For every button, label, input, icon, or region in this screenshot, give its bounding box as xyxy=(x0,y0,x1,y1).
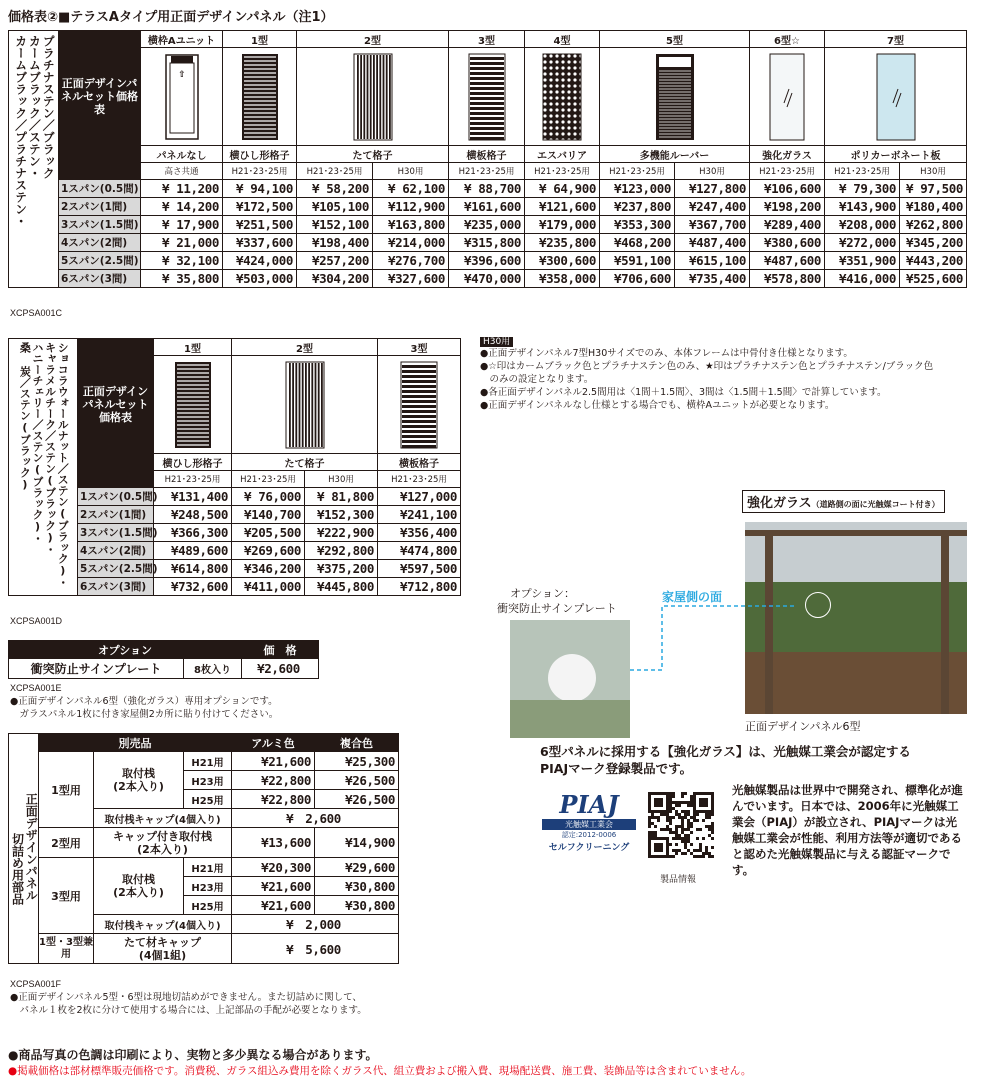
price-cell: ¥356,400 xyxy=(378,524,461,542)
price-cell: ¥ 2,600 xyxy=(232,809,399,828)
photo-caption: 正面デザインパネル6型 xyxy=(745,720,861,733)
price-cell: ¥ 11,200 xyxy=(141,180,223,198)
price-cell: ¥735,400 xyxy=(675,270,750,288)
price-cell: ¥152,300 xyxy=(305,506,378,524)
price-cell: ¥614,800 xyxy=(154,560,232,578)
price-cell: ¥591,100 xyxy=(600,252,675,270)
part-label: たて材キャップ (4個1組) xyxy=(94,934,232,964)
price-cell: ¥237,800 xyxy=(600,198,675,216)
height-label: H21･23･25用 xyxy=(750,163,825,180)
group-label: 2型用 xyxy=(39,828,94,858)
height-label: H25用 xyxy=(184,790,232,809)
panel-name: たて格子 xyxy=(297,146,449,163)
panel-image-type3 xyxy=(378,356,461,454)
price-cell: ¥487,600 xyxy=(750,252,825,270)
alu-header: アルミ色 xyxy=(232,734,315,752)
span-label: 3スパン(1.5間) xyxy=(59,216,141,234)
panel-image-type1 xyxy=(223,48,297,146)
panel-image-type2 xyxy=(232,356,378,454)
price-cell: ¥732,600 xyxy=(154,578,232,596)
price-cell: ¥ 35,800 xyxy=(141,270,223,288)
h30-tag: H30用 xyxy=(480,337,513,347)
col-type: 6型☆ xyxy=(750,31,825,48)
group-label: 1型用 xyxy=(39,752,94,828)
span-label: 1スパン(0.5間) xyxy=(59,180,141,198)
price-cell: ¥ 32,100 xyxy=(141,252,223,270)
price-cell: ¥289,400 xyxy=(750,216,825,234)
height-label: 高さ共通 xyxy=(141,163,223,180)
price-table-1 xyxy=(8,30,967,288)
h30-note-line: ●各正面デザインパネル2.5間用は〈1間＋1.5間〉、3間は〈1.5間＋1.5間〉で計算しています。 xyxy=(480,387,887,398)
price-cell: ¥106,600 xyxy=(750,180,825,198)
price-cell: ¥396,600 xyxy=(449,252,525,270)
qr-code-icon[interactable] xyxy=(648,792,714,858)
composite-header: 複合色 xyxy=(315,734,399,752)
table1-side-label-3: プラチナステン／ブラック xyxy=(41,35,56,179)
part-label: 取付桟キャップ(4個入り) xyxy=(94,809,232,828)
height-label: H21･23･25用 xyxy=(825,163,900,180)
price-cell: ¥ 64,900 xyxy=(525,180,600,198)
option-code: XCPSA001E xyxy=(10,683,62,693)
col-type: 3型 xyxy=(378,339,461,356)
price-cell: ¥358,000 xyxy=(525,270,600,288)
group-label: 3型用 xyxy=(39,858,94,934)
price-cell: ¥ 79,300 xyxy=(825,180,900,198)
table2-side-label-2: キャラメルチーク／ステン(ブラック)・ xyxy=(43,342,57,555)
height-label: H21･23･25用 xyxy=(449,163,525,180)
option-header: オプション xyxy=(9,641,242,659)
price-cell: ¥445,800 xyxy=(305,578,378,596)
price-cell: ¥489,600 xyxy=(154,542,232,560)
price-cell: ¥712,800 xyxy=(378,578,461,596)
page-title: 価格表②■テラスAタイプ用正面デザインパネル（注1） xyxy=(8,10,334,25)
height-label: H21･23･25用 xyxy=(297,163,373,180)
table2-side-label-4: 桑 炭／ステン(ブラック) xyxy=(18,342,32,491)
price-cell: ¥ 88,700 xyxy=(449,180,525,198)
parts-note: ●正面デザインパネル5型・6型は現地切詰めができません。また切詰めに関して、 xyxy=(10,992,362,1003)
price-cell: ¥578,800 xyxy=(750,270,825,288)
price-cell: ¥ 2,000 xyxy=(232,915,399,934)
glass-label-box xyxy=(742,490,945,513)
price-row xyxy=(9,198,967,216)
price-cell: ¥21,600 xyxy=(232,896,315,915)
option-label-2: 衝突防止サインプレート xyxy=(497,602,617,615)
price-cell: ¥525,600 xyxy=(900,270,967,288)
parts-vlabel-1: 正面デザインパネル xyxy=(24,792,39,901)
price-cell: ¥503,000 xyxy=(223,270,297,288)
height-label: H21･23･25用 xyxy=(600,163,675,180)
col-type: 5型 xyxy=(600,31,750,48)
table2-corner: 正面デザインパネルセット価格表 xyxy=(78,339,154,471)
panel-image-type4 xyxy=(525,48,600,146)
price-cell: ¥345,200 xyxy=(900,234,967,252)
price-cell: ¥179,000 xyxy=(525,216,600,234)
price-cell: ¥380,600 xyxy=(750,234,825,252)
span-label: 2スパン(1間) xyxy=(59,198,141,216)
price-cell: ¥ 97,500 xyxy=(900,180,967,198)
table2-side-label-1: ショコラウォールナット／ステン(ブラック)・ xyxy=(56,342,70,588)
price-cell: ¥ 94,100 xyxy=(223,180,297,198)
piaj-headline: 6型パネルに採用する【強化ガラス】は、光触媒工業会が認定する xyxy=(540,744,911,759)
price-cell: ¥ 76,000 xyxy=(232,488,305,506)
panel-image-type2 xyxy=(297,48,449,146)
house-side-label: 家屋側の面 xyxy=(662,590,723,604)
price-cell: ¥304,200 xyxy=(297,270,373,288)
panel-image-type6 xyxy=(750,48,825,146)
price-cell: ¥235,000 xyxy=(449,216,525,234)
price-cell: ¥ 62,100 xyxy=(373,180,449,198)
price-cell: ¥29,600 xyxy=(315,858,399,877)
price-cell: ¥248,500 xyxy=(154,506,232,524)
table1-corner: 正面デザインパネルセット価格表 xyxy=(59,31,141,163)
height-label: H21用 xyxy=(184,858,232,877)
panel-image-type7 xyxy=(825,48,967,146)
height-label: H21･23･25用 xyxy=(378,471,461,488)
piaj-logo-text: PIAJ xyxy=(559,790,619,819)
option-item: 衝突防止サインプレート xyxy=(9,659,184,679)
span-label: 1スパン(0.5間) xyxy=(78,488,154,506)
price-cell: ¥375,200 xyxy=(305,560,378,578)
glass-label: 強化ガラス xyxy=(747,496,812,511)
price-cell: ¥367,700 xyxy=(675,216,750,234)
col-type: 横枠Aユニット xyxy=(141,31,223,48)
svg-text:⇧: ⇧ xyxy=(177,69,186,80)
table2-code: XCPSA001D xyxy=(10,616,63,626)
price-row xyxy=(9,270,967,288)
h30-note-line: ●正面デザインパネル7型H30サイズでのみ、本体フレームは中骨付き仕様となります。 xyxy=(480,348,853,359)
span-label: 5スパン(2.5間) xyxy=(78,560,154,578)
price-cell: ¥346,200 xyxy=(232,560,305,578)
price-cell: ¥327,600 xyxy=(373,270,449,288)
panel-image-type1 xyxy=(154,356,232,454)
col-type: 4型 xyxy=(525,31,600,48)
part-label: 取付桟 (2本入り) xyxy=(94,752,184,809)
span-label: 3スパン(1.5間) xyxy=(78,524,154,542)
price-cell: ¥121,600 xyxy=(525,198,600,216)
h30-note-line: ●正面デザインパネルなし仕様とする場合でも、横枠Aユニットが必要となります。 xyxy=(480,400,835,411)
panel-name: 横板格子 xyxy=(378,454,461,471)
price-cell: ¥615,100 xyxy=(675,252,750,270)
price-cell: ¥131,400 xyxy=(154,488,232,506)
option-label: オプション： xyxy=(510,587,576,600)
span-label: 6スパン(3間) xyxy=(59,270,141,288)
price-cell: ¥21,600 xyxy=(232,752,315,771)
option-table xyxy=(8,640,319,679)
height-label: H30用 xyxy=(305,471,378,488)
panel-name: ポリカーボネート板 xyxy=(825,146,967,163)
price-cell: ¥30,800 xyxy=(315,877,399,896)
price-row xyxy=(9,234,967,252)
price-cell: ¥272,000 xyxy=(825,234,900,252)
panel-name: 横ひし形格子 xyxy=(223,146,297,163)
option-note: ガラスパネル1枚に付き家屋側2カ所に貼り付けてください。 xyxy=(10,709,279,720)
col-type: 2型 xyxy=(232,339,378,356)
price-cell: ¥235,800 xyxy=(525,234,600,252)
price-cell: ¥292,800 xyxy=(305,542,378,560)
span-label: 2スパン(1間) xyxy=(78,506,154,524)
price-cell: ¥257,200 xyxy=(297,252,373,270)
parts-note: パネル１枚を2枚に分けて使用する場合には、上記部品の手配が必要となります。 xyxy=(10,1005,367,1016)
group-label: 1型・3型兼 用 xyxy=(39,934,94,964)
height-label: H30用 xyxy=(373,163,449,180)
panel-name: パネルなし xyxy=(141,146,223,163)
price-cell: ¥30,800 xyxy=(315,896,399,915)
col-type: 1型 xyxy=(223,31,297,48)
height-label: H21･23･25用 xyxy=(223,163,297,180)
option-qty: 8枚入り xyxy=(184,659,242,679)
parts-header: 別売品 xyxy=(39,734,232,752)
glass-sub: （道路側の面に光触媒コート付き） xyxy=(811,500,940,509)
h30-notes xyxy=(480,334,975,412)
panel-name: 多機能ルーバー xyxy=(600,146,750,163)
price-row xyxy=(9,216,967,234)
price-cell: ¥247,400 xyxy=(675,198,750,216)
price-cell: ¥22,800 xyxy=(232,771,315,790)
h30-note-line: ●☆印はカームブラック色とプラチナステン色のみ、★印はプラチナステン色とプラチナステン/ブラック色 xyxy=(480,361,934,372)
price-cell: ¥251,500 xyxy=(223,216,297,234)
price-cell: ¥163,800 xyxy=(373,216,449,234)
price-cell: ¥416,000 xyxy=(825,270,900,288)
panel-name: 強化ガラス xyxy=(750,146,825,163)
price-cell: ¥180,400 xyxy=(900,198,967,216)
piaj-headline-2: PIAJマーク登録製品です。 xyxy=(540,761,693,776)
price-cell: ¥443,200 xyxy=(900,252,967,270)
price-cell: ¥161,600 xyxy=(449,198,525,216)
table1-side-label-1: カームブラック／プラチナステン・ xyxy=(13,35,28,227)
price-cell: ¥411,000 xyxy=(232,578,305,596)
piaj-logo-num: 認定:2012-0006 xyxy=(561,831,617,839)
price-cell: ¥208,000 xyxy=(825,216,900,234)
price-cell: ¥470,000 xyxy=(449,270,525,288)
price-cell: ¥597,500 xyxy=(378,560,461,578)
table1-code: XCPSA001C xyxy=(10,308,63,318)
piaj-body: 光触媒製品は世界中で開発され、標準化が進んでいます。日本では、2006年に光触媒工業会（PIAJ）が設立され、PIAJマークは光触媒工業会が性能、利用方法等が適切であると認めた光触媒製品に与える認証マークです。 xyxy=(732,783,963,877)
price-cell: ¥25,300 xyxy=(315,752,399,771)
height-label: H21･23･25用 xyxy=(154,471,232,488)
piaj-logo-sub: 光触媒工業会 xyxy=(542,819,636,830)
parts-code: XCPSA001F xyxy=(10,979,62,989)
price-cell: ¥13,600 xyxy=(232,828,315,858)
price-cell: ¥468,200 xyxy=(600,234,675,252)
price-cell: ¥300,600 xyxy=(525,252,600,270)
height-label: H23用 xyxy=(184,771,232,790)
price-row xyxy=(9,180,967,198)
price-cell: ¥424,000 xyxy=(223,252,297,270)
price-cell: ¥351,900 xyxy=(825,252,900,270)
price-cell: ¥ 5,600 xyxy=(232,934,399,964)
price-cell: ¥487,400 xyxy=(675,234,750,252)
span-label: 6スパン(3間) xyxy=(78,578,154,596)
panel-image-type3 xyxy=(449,48,525,146)
price-cell: ¥241,100 xyxy=(378,506,461,524)
price-row xyxy=(9,252,967,270)
price-cell: ¥20,300 xyxy=(232,858,315,877)
part-label: 取付桟 (2本入り) xyxy=(94,858,184,915)
price-table-2 xyxy=(8,338,461,596)
price-cell: ¥276,700 xyxy=(373,252,449,270)
span-label: 4スパン(2間) xyxy=(78,542,154,560)
price-cell: ¥214,000 xyxy=(373,234,449,252)
price-cell: ¥152,100 xyxy=(297,216,373,234)
table1-side-label-2: カームブラック／ステン・ xyxy=(27,35,42,179)
option-price: ¥2,600 xyxy=(242,659,319,679)
panel-name: 横ひし形格子 xyxy=(154,454,232,471)
panel-name: エスバリア xyxy=(525,146,600,163)
price-cell: ¥172,500 xyxy=(223,198,297,216)
panel-name: 横板格子 xyxy=(449,146,525,163)
price-cell: ¥474,800 xyxy=(378,542,461,560)
price-cell: ¥127,000 xyxy=(378,488,461,506)
price-cell: ¥26,500 xyxy=(315,790,399,809)
price-cell: ¥262,800 xyxy=(900,216,967,234)
height-label: H21･23･25用 xyxy=(232,471,305,488)
span-label: 5スパン(2.5間) xyxy=(59,252,141,270)
price-cell: ¥21,600 xyxy=(232,877,315,896)
price-cell: ¥ 58,200 xyxy=(297,180,373,198)
price-cell: ¥315,800 xyxy=(449,234,525,252)
price-cell: ¥22,800 xyxy=(232,790,315,809)
footer-note-2: ●掲載価格は部材標準販売価格です。消費税、ガラス組込み費用を除くガラス代、組立費および搬入費、現場配送費、施工費、装飾品等は含まれていません。 xyxy=(8,1065,752,1077)
option-note: ●正面デザインパネル6型（強化ガラス）専用オプションです。 xyxy=(10,696,278,707)
parts-vlabel-2: 切詰め用部品 xyxy=(10,832,25,905)
price-cell: ¥ 21,000 xyxy=(141,234,223,252)
price-cell: ¥269,600 xyxy=(232,542,305,560)
footer-note-1: ●商品写真の色調は印刷により、実物と多少異なる場合があります。 xyxy=(8,1048,378,1062)
col-type: 2型 xyxy=(297,31,449,48)
price-cell: ¥198,200 xyxy=(750,198,825,216)
part-label: キャップ付き取付桟 (2本入り) xyxy=(94,828,232,858)
span-label: 4スパン(2間) xyxy=(59,234,141,252)
price-cell: ¥366,300 xyxy=(154,524,232,542)
height-label: H30用 xyxy=(675,163,750,180)
price-cell: ¥353,300 xyxy=(600,216,675,234)
price-cell: ¥337,600 xyxy=(223,234,297,252)
parts-table xyxy=(8,733,399,964)
part-label: 取付桟キャップ(4個入り) xyxy=(94,915,232,934)
qr-caption: 製品情報 xyxy=(660,875,697,885)
height-label: H30用 xyxy=(900,163,967,180)
price-cell: ¥198,400 xyxy=(297,234,373,252)
price-cell: ¥222,900 xyxy=(305,524,378,542)
price-cell: ¥205,500 xyxy=(232,524,305,542)
piaj-logo-caption: セルフクリーニング xyxy=(548,843,630,853)
price-cell: ¥123,000 xyxy=(600,180,675,198)
price-cell: ¥26,500 xyxy=(315,771,399,790)
price-cell: ¥14,900 xyxy=(315,828,399,858)
col-type: 3型 xyxy=(449,31,525,48)
table2-side-label-3: ハニーチェリー／ステン(ブラック)・ xyxy=(31,342,44,544)
leader-line xyxy=(630,598,800,678)
price-cell: ¥ 14,200 xyxy=(141,198,223,216)
col-type: 7型 xyxy=(825,31,967,48)
price-cell: ¥143,900 xyxy=(825,198,900,216)
panel-image-unit xyxy=(141,48,223,146)
height-label: H21用 xyxy=(184,752,232,771)
piaj-logo xyxy=(542,790,636,853)
price-header: 価 格 xyxy=(242,641,319,659)
price-cell: ¥706,600 xyxy=(600,270,675,288)
price-cell: ¥ 81,800 xyxy=(305,488,378,506)
height-label: H21･23･25用 xyxy=(525,163,600,180)
price-cell: ¥ 17,900 xyxy=(141,216,223,234)
panel-image-type5 xyxy=(600,48,750,146)
price-cell: ¥105,100 xyxy=(297,198,373,216)
price-cell: ¥127,800 xyxy=(675,180,750,198)
sign-plate-photo xyxy=(510,620,630,738)
col-type: 1型 xyxy=(154,339,232,356)
height-label: H23用 xyxy=(184,877,232,896)
price-cell: ¥112,900 xyxy=(373,198,449,216)
price-cell: ¥140,700 xyxy=(232,506,305,524)
h30-note-line: のみの設定となります。 xyxy=(480,374,594,385)
panel-name: たて格子 xyxy=(232,454,378,471)
height-label: H25用 xyxy=(184,896,232,915)
